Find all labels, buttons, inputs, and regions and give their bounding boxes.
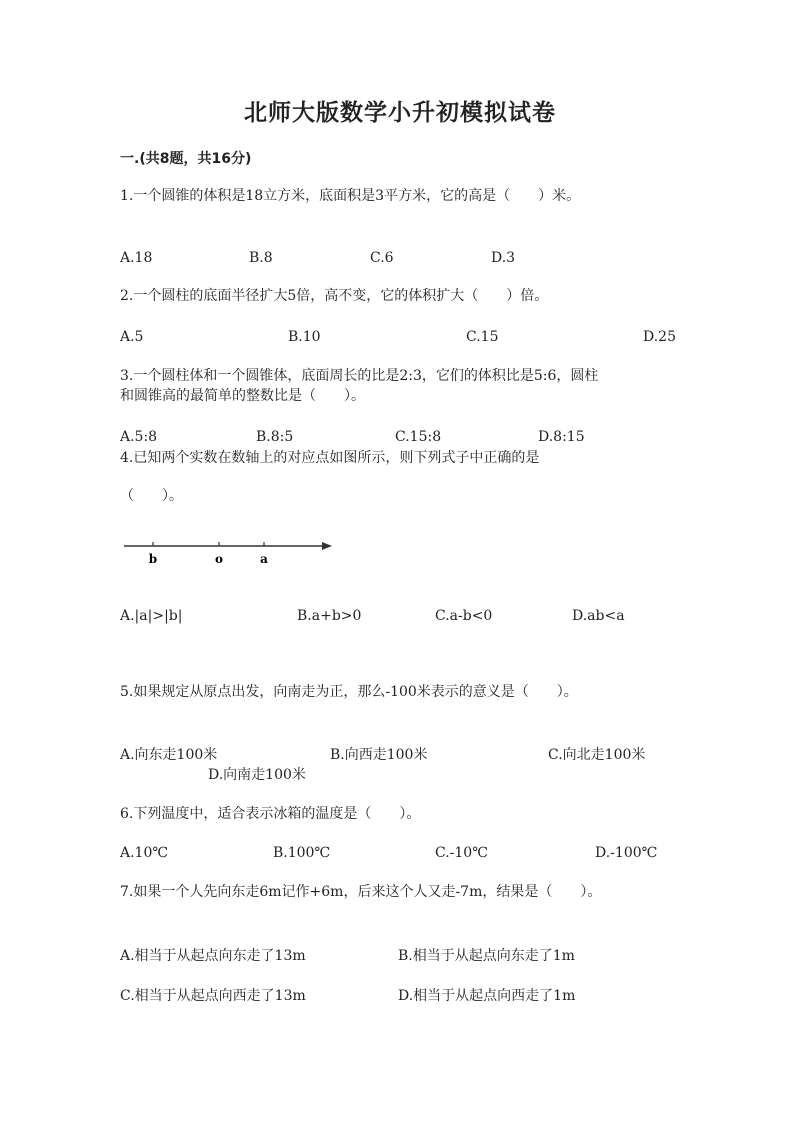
q7-option-b: B.相当于从起点向东走了1m xyxy=(398,948,575,964)
q7-option-c: C.相当于从起点向西走了13m xyxy=(120,988,306,1004)
q5-option-c: C.向北走100米 xyxy=(548,747,646,763)
q6-option-b: B.100℃ xyxy=(273,845,331,861)
q7-option-d: D.相当于从起点向西走了1m xyxy=(398,988,576,1004)
question-3-text-line1: 3.一个圆柱体和一个圆锥体，底面周长的比是2:3，它们的体积比是5:6，圆柱 xyxy=(120,368,599,384)
q7-option-a: A.相当于从起点向东走了13m xyxy=(120,948,306,964)
q5-option-b: B.向西走100米 xyxy=(330,747,428,763)
question-7-text: 7.如果一个人先向东走6m记作+6m，后来这个人又走-7m，结果是（ ）。 xyxy=(120,884,602,900)
question-5-text: 5.如果规定从原点出发，向南走为正，那么-100米表示的意义是（ ）。 xyxy=(120,684,578,700)
label-a: a xyxy=(260,552,268,566)
q1-option-d: D.3 xyxy=(491,250,516,266)
q1-option-a: A.18 xyxy=(120,250,153,266)
q4-option-c: C.a-b<0 xyxy=(435,608,493,624)
q6-option-d: D.-100℃ xyxy=(595,845,658,861)
question-3-text-line2: 和圆锥高的最简单的整数比是（ ）。 xyxy=(120,388,365,404)
label-o: o xyxy=(214,552,224,566)
q1-option-b: B.8 xyxy=(249,250,273,266)
page-title: 北师大版数学小升初模拟试卷 xyxy=(244,100,556,126)
question-4-text-line1: 4.已知两个实数在数轴上的对应点如图所示，则下列式子中正确的是 xyxy=(120,450,540,466)
q5-option-a: A.向东走100米 xyxy=(120,747,218,763)
q2-option-b: B.10 xyxy=(288,329,321,345)
question-2-text: 2.一个圆柱的底面半径扩大5倍，高不变，它的体积扩大（ ）倍。 xyxy=(120,288,549,304)
q4-option-a: A.|a|>|b| xyxy=(120,608,183,624)
number-line-arrow xyxy=(322,542,332,550)
q4-option-d: D.ab<a xyxy=(572,608,625,624)
q3-option-c: C.15:8 xyxy=(395,429,442,445)
q3-option-d: D.8:15 xyxy=(538,429,585,445)
q4-option-b: B.a+b>0 xyxy=(297,608,362,624)
question-1-text: 1.一个圆锥的体积是18立方米，底面积是3平方米，它的高是（ ）米。 xyxy=(120,188,581,204)
q5-option-d: D.向南走100米 xyxy=(208,767,306,783)
q1-option-c: C.6 xyxy=(370,250,394,266)
q2-option-d: D.25 xyxy=(643,329,676,345)
label-b: b xyxy=(148,552,158,566)
q2-option-c: C.15 xyxy=(466,329,499,345)
q6-option-a: A.10℃ xyxy=(120,845,169,861)
q3-option-a: A.5:8 xyxy=(120,429,158,445)
question-6-text: 6.下列温度中，适合表示冰箱的温度是（ ）。 xyxy=(120,806,421,822)
question-4-text-line2: （ ）。 xyxy=(120,488,183,504)
q3-option-b: B.8:5 xyxy=(256,429,294,445)
q2-option-a: A.5 xyxy=(120,329,144,345)
number-line-figure xyxy=(120,536,334,570)
section-heading: 一.(共8题，共16分) xyxy=(120,151,252,167)
q6-option-c: C.-10℃ xyxy=(435,845,488,861)
